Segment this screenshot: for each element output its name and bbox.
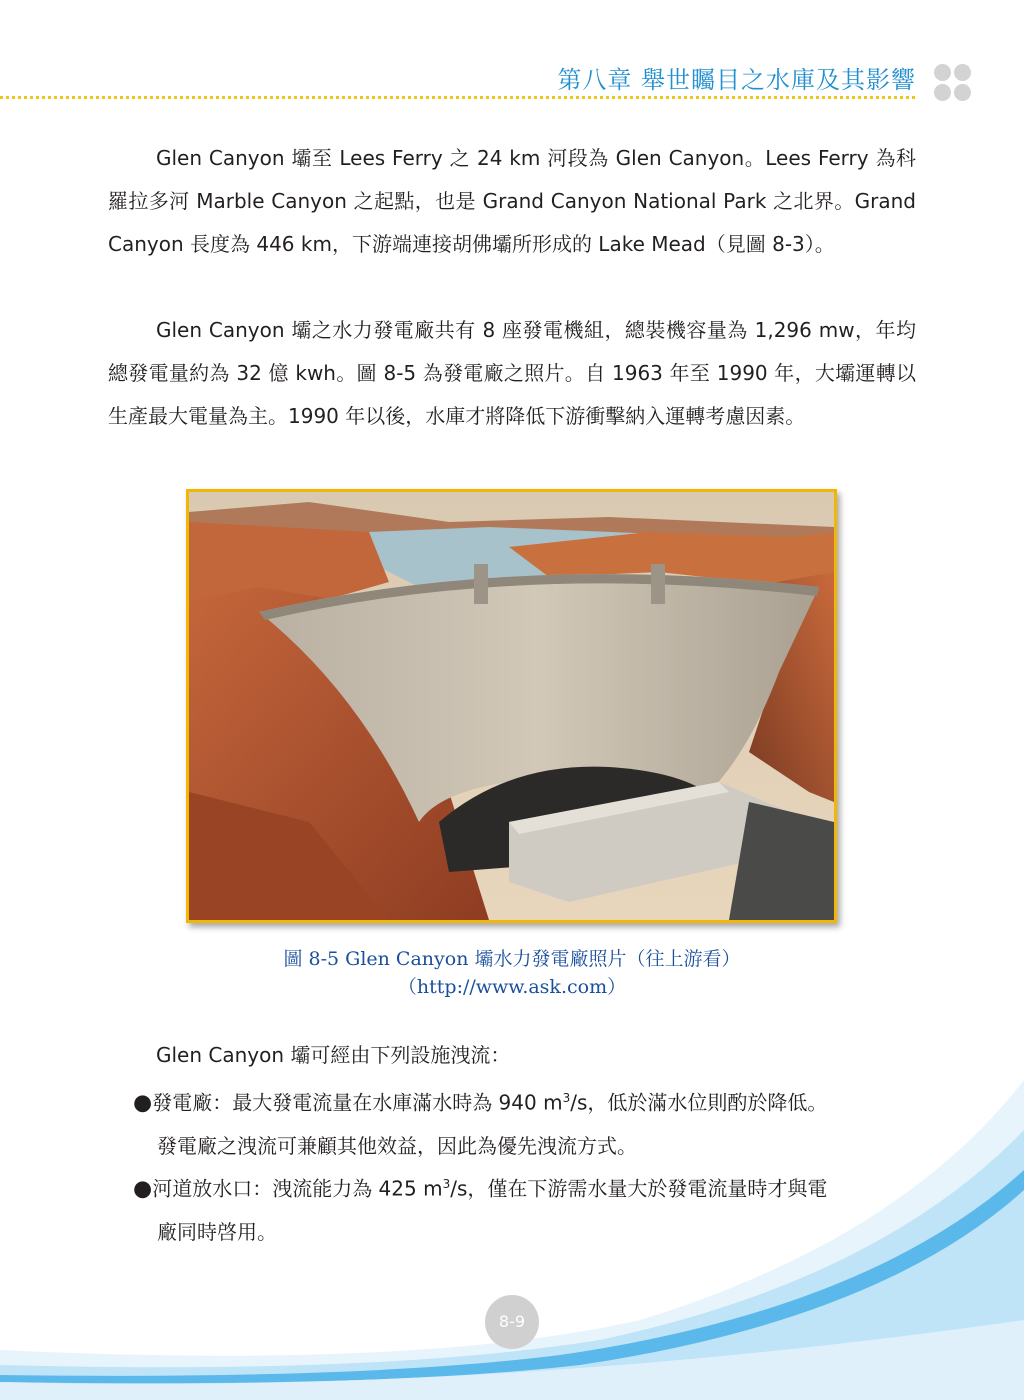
page-number: 8-9 — [485, 1295, 539, 1349]
bullet-text-end: /s，僅在下游需水量大於發電流量時才與電 — [450, 1176, 828, 1201]
dam-photo — [186, 489, 837, 923]
superscript: 3 — [442, 1177, 451, 1191]
superscript: 3 — [562, 1091, 571, 1105]
bullet-text: 河道放水口：洩流能力為 425 m — [152, 1176, 443, 1201]
paragraph-2: Glen Canyon 壩之水力發電廠共有 8 座發電機組，總裝機容量為 1,296 mw，年均總發電量約為 32 億 kwh。圖 8-5 為發電廠之照片。自 1963 年至 1990 年，大壩運轉以生產最大電量為主。1990 年以後，水庫才將降低下游衝擊納入運轉考慮因素。 — [108, 318, 916, 428]
bullet-item-river-outlet — [133, 1163, 916, 1254]
bullet-text-end: /s，低於滿水位則酌於降低。 — [570, 1090, 828, 1115]
header-divider — [0, 96, 915, 99]
bullet-item-powerplant — [133, 1077, 916, 1168]
glen-canyon-dam-illustration — [189, 492, 834, 920]
header-dots-icon — [934, 64, 972, 102]
bullet-text: 發電廠：最大發電流量在水庫滿水時為 940 m — [152, 1090, 563, 1115]
paragraph-3: Glen Canyon 壩可經由下列設施洩流： — [156, 1043, 511, 1067]
figure-source: （http://www.ask.com） — [397, 976, 627, 998]
paragraph-1: Glen Canyon 壩至 Lees Ferry 之 24 km 河段為 Glen Canyon。Lees Ferry 為科羅拉多河 Marble Canyon 之起點，也是 Grand Canyon National Park 之北界。Grand Canyon 長度為 446 km，下游端連接胡佛壩所形成的 Lake Mead（見圖 8-3）。 — [108, 146, 916, 256]
figure-caption: 圖 8-5 Glen Canyon 壩水力發電廠照片（往上游看） — [283, 948, 741, 970]
bullet-marker: ● — [133, 1176, 153, 1202]
bullet-continuation: 廠同時啓用。 — [157, 1219, 277, 1244]
chapter-title: 第八章 舉世矚目之水庫及其影響 — [557, 66, 916, 94]
bullet-marker: ● — [133, 1090, 153, 1116]
bullet-continuation: 發電廠之洩流可兼顧其他效益，因此為優先洩流方式。 — [157, 1133, 637, 1158]
